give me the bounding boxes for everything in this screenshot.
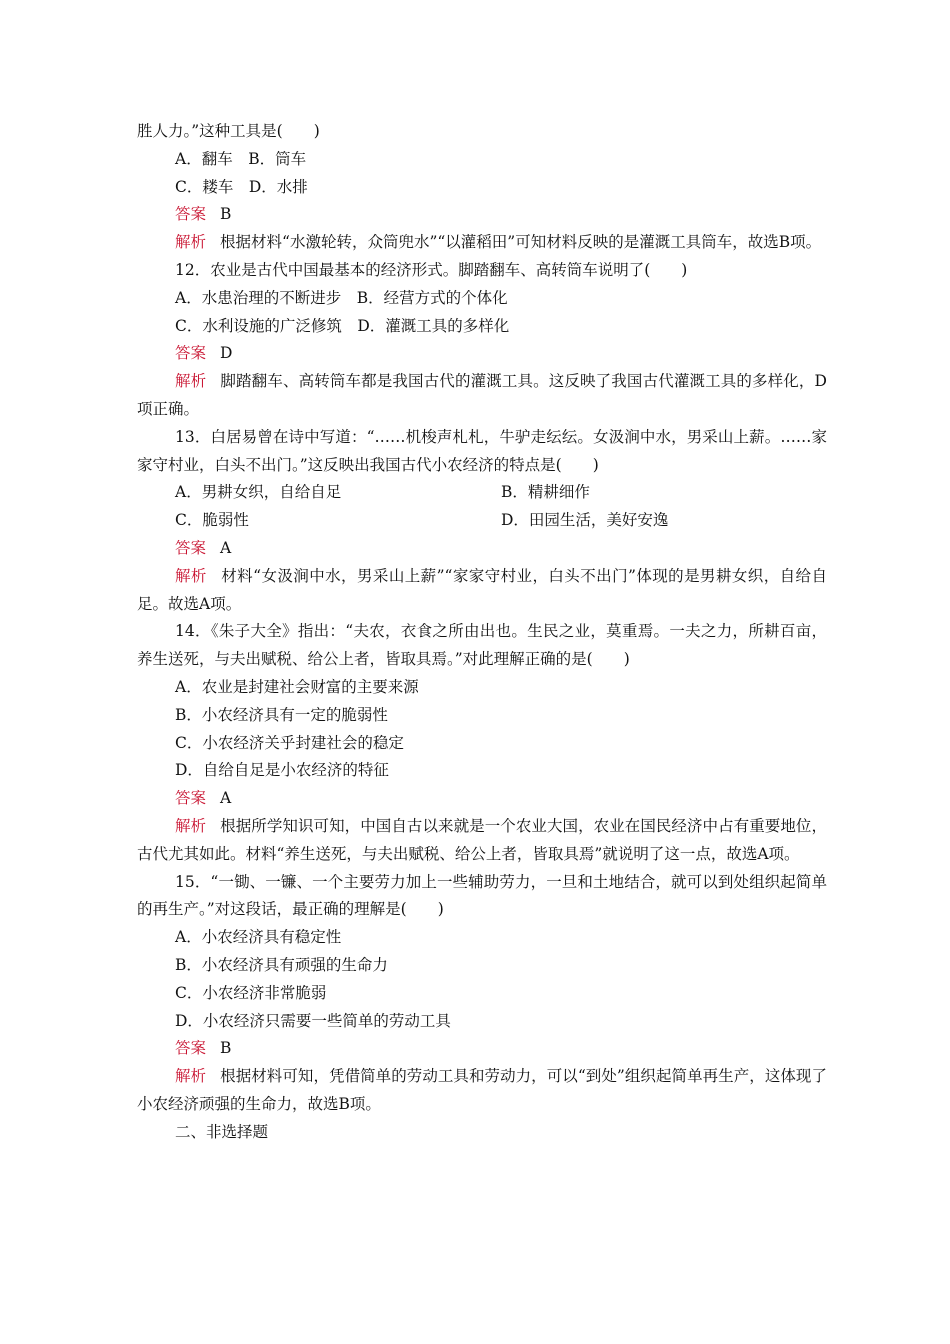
- answer-value: A: [220, 789, 232, 808]
- answer-value: A: [220, 538, 232, 557]
- answer-value: D: [220, 344, 233, 363]
- question-15: [137, 869, 827, 1119]
- option-row: [137, 479, 827, 507]
- question-stem: 15．“一锄、一镰、一个主要劳力加上一些辅助劳力，一旦和土地结合，就可以到处组织起简单的再生产。”对这段话，最正确的理解是( ): [137, 872, 827, 919]
- question-stem: 14．《朱子大全》指出：“夫农，衣食之所由出也。生民之业，莫重焉。一夫之力，所耕百亩，养生送死，与夫出赋税、给公上者，皆取具焉。”对此理解正确的是( ): [137, 622, 827, 669]
- answer-label: 答案: [175, 1039, 207, 1058]
- explanation-label: 解析: [175, 1067, 207, 1086]
- answer-row: [137, 201, 827, 229]
- explanation: [137, 813, 827, 869]
- explanation: [137, 368, 827, 424]
- option-row: [137, 507, 827, 535]
- answer-label: 答案: [175, 789, 207, 808]
- explanation-label: 解析: [175, 372, 207, 391]
- option-row: C．水利设施的广泛修筑 D．灌溉工具的多样化: [175, 316, 510, 335]
- option-c: C．小农经济非常脆弱: [175, 983, 327, 1002]
- question-stem: 12．农业是古代中国最基本的经济形式。脚踏翻车、高转筒车说明了( ): [175, 260, 688, 279]
- question-13: [137, 424, 827, 619]
- question-14: [137, 618, 827, 868]
- explanation-text: 根据材料“水激轮转，众筒兜水”“以灌稻田”可知材料反映的是灌溉工具筒车，故选B项。: [220, 233, 822, 252]
- option-row: A．水患治理的不断进步 B．经营方式的个体化: [175, 288, 508, 307]
- answer-label: 答案: [175, 205, 207, 224]
- answer-label: 答案: [175, 538, 207, 557]
- answer-value: B: [220, 1039, 232, 1058]
- answer-row: [137, 785, 827, 813]
- explanation: [137, 563, 827, 619]
- question-stem: 13．白居易曾在诗中写道：“……机梭声札札，牛驴走纭纭。女汲涧中水，男采山上薪。……家家守村业，白头不出门。”这反映出我国古代小农经济的特点是( ): [137, 427, 827, 474]
- section-heading: 二、非选择题: [175, 1122, 269, 1141]
- explanation-label: 解析: [175, 233, 207, 252]
- option-b: B．小农经济具有一定的脆弱性: [175, 705, 388, 724]
- answer-row: [137, 1035, 827, 1063]
- option-c: C．脆弱性: [175, 511, 249, 530]
- option-row: A．翻车 B．筒车: [175, 149, 307, 168]
- option-row: C．耧车 D．水排: [175, 177, 308, 196]
- explanation-label: 解析: [175, 566, 207, 585]
- explanation-text: 根据所学知识可知，中国自古以来就是一个农业大国，农业在国民经济中占有重要地位，古代尤其如此。材料“养生送死，与夫出赋税、给公上者，皆取具焉”就说明了这一点，故选A项。: [137, 816, 827, 863]
- explanation-label: 解析: [175, 816, 207, 835]
- option-a: A．小农经济具有稳定性: [175, 928, 342, 947]
- question-12: [137, 257, 827, 424]
- option-b: B．精耕细作: [501, 483, 590, 502]
- option-b: B．小农经济具有顽强的生命力: [175, 955, 388, 974]
- option-c: C．小农经济关乎封建社会的稳定: [175, 733, 404, 752]
- explanation-text: 脚踏翻车、高转筒车都是我国古代的灌溉工具。这反映了我国古代灌溉工具的多样化，D项正确。: [137, 372, 827, 418]
- option-d: D．自给自足是小农经济的特征: [175, 761, 389, 780]
- document-page: [137, 118, 827, 1146]
- explanation: [137, 229, 827, 257]
- option-d: D．小农经济只需要一些简单的劳动工具: [175, 1011, 451, 1030]
- answer-row: [137, 340, 827, 368]
- explanation: [137, 1063, 827, 1119]
- explanation-text: 材料“女汲涧中水，男采山上薪”“家家守村业，白头不出门”体现的是男耕女织，自给自足。故选A项。: [137, 566, 827, 613]
- answer-label: 答案: [175, 344, 207, 363]
- option-a: A．农业是封建社会财富的主要来源: [175, 677, 419, 696]
- answer-value: B: [220, 205, 232, 224]
- option-d: D．田园生活，美好安逸: [501, 511, 669, 530]
- question-11: [137, 118, 827, 257]
- answer-row: [137, 535, 827, 563]
- question-stem: 胜人力。”这种工具是( ): [137, 122, 320, 140]
- explanation-text: 根据材料可知，凭借简单的劳动工具和劳动力，可以“到处”组织起简单再生产，这体现了小农经济顽强的生命力，故选B项。: [137, 1067, 827, 1113]
- option-a: A．男耕女织，自给自足: [175, 483, 342, 502]
